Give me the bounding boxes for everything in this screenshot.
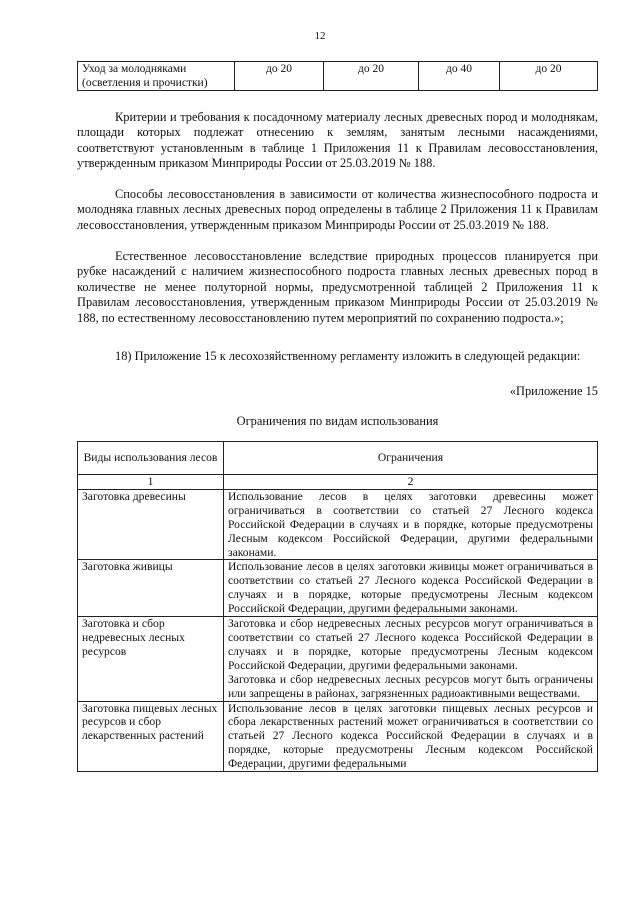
page-number: 12 [314,30,326,42]
paragraph: 18) Приложение 15 к лесохозяйственному регламенту изложить в следующей редакции: [115,349,581,363]
table-cell-value: до 40 [419,62,500,91]
usage-type-cell: Заготовка и сбор недревесных лесных ресурсов [78,617,224,701]
restriction-text: Использование лесов в целях заготовки пищевых лесных ресурсов и сбора лекарственных растений может ограничиваться в соответствии со статьей 27 Лесного кодекса Российской Федерации в случаях и в порядке, которые предусмотрены Лесным кодексом Российской Федерации, другими федеральными [228,701,593,771]
restriction-text: Заготовка и сбор недревесных лесных ресурсов могут ограничиваться в соответствии со статьей 27 Лесного кодекса Российской Федерации в случаях и в порядке, которые предусмотрены Лесным кодексом Российской Федерации, другими федеральными законами. [228,617,593,672]
table-row [78,701,598,772]
column-number: 1 [78,475,224,490]
restriction-text: Заготовка и сбор недревесных лесных ресурсов могут быть ограничены или запрещены в районах, загрязненных радиоактивными веществами. [228,672,593,700]
table-cell-value: до 20 [500,62,598,91]
column-number: 2 [224,475,598,490]
restriction-cell [224,489,598,560]
restrictions-table [77,441,598,772]
table-numbers-row [78,475,598,490]
table-cell-value: до 20 [324,62,419,91]
top-table [77,61,598,91]
restriction-cell [224,701,598,772]
usage-type-cell: Заготовка живицы [78,560,224,617]
paragraph: Критерии и требования к посадочному материалу лесных древесных пород и молоднякам, площади которых подлежат отнесению к землям, занятым лесными насаждениями, соответствуют установленным в таблице 1 Приложения 11 к Правилам лесовосстановления, утвержденным приказом Минприроды России от 25.03.2019 № 188. [77,110,598,171]
restriction-cell [224,617,598,701]
table-row [78,617,598,701]
restriction-text: Использование лесов в целях заготовки живицы может ограничиваться в соответствии со статьей 27 Лесного кодекса Российской Федерации в случаях и в порядке, которые предусмотрены Лесным кодексом Российской Федерации, другими федеральными законами. [228,560,593,616]
usage-type-cell: Заготовка пищевых лесных ресурсов и сбор лекарственных растений [78,701,224,772]
paragraph: Естественное лесовосстановление вследствие природных процессов планируется при рубке насаждений с наличием жизнеспособного подроста главных лесных древесных пород в количестве не менее полуторной нормы, предусмотренной таблицей 2 Приложения 11 к Правилам лесовосстановления, утвержденным приказом Минприроды России от 25.03.2019 № 188, по естественному лесовосстановлению путем мероприятий по сохранению подроста.»; [77,249,598,325]
table-header-cell: Виды использования лесов [78,442,224,475]
section-title: Ограничения по видам использования [236,414,439,428]
restriction-cell [224,560,598,617]
table-cell-value: до 20 [235,62,324,91]
restriction-text: Использование лесов в целях заготовки древесины может ограничиваться в соответствии со статьей 27 Лесного кодекса Российской Федерации в случаях и в порядке, которые предусмотрены Лесным кодексом Российской Федерации, другими федеральными законами. [228,489,593,559]
table-row [78,62,598,91]
table-header-row [78,442,598,475]
appendix-label: «Приложение 15 [509,384,598,398]
usage-type-cell: Заготовка древесины [78,489,224,560]
table-header-cell: Ограничения [224,442,598,475]
table-row [78,489,598,560]
paragraph: Способы лесовосстановления в зависимости от количества жизнеспособного подроста и молодняка главных лесных древесных пород определены в таблице 2 Приложения 11 к Правилам лесовосстановления, утвержденным приказом Минприроды России от 25.03.2019 № 188. [77,187,598,232]
table-row [78,560,598,617]
table-cell-label: Уход за молодняками (осветления и прочистки) [78,62,235,91]
